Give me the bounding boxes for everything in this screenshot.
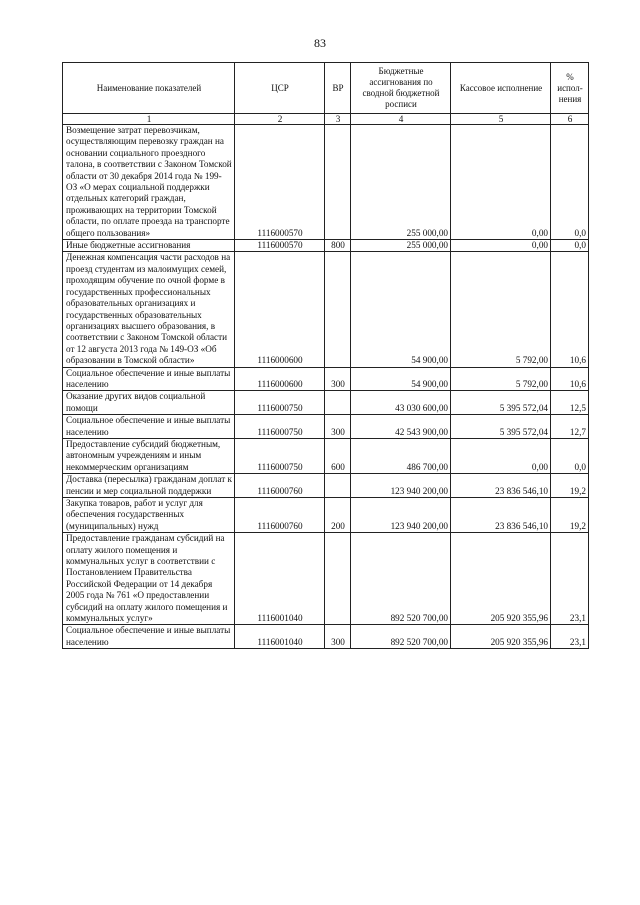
cell-vr: 300 — [325, 625, 351, 649]
table-row — [63, 240, 589, 252]
cell-name: Возмещение затрат перевозчикам, осуществляющим перевозку граждан на основании социального проездного талона, в соответствии с Законом Томской области от 30 декабря 2014 года № 199-ОЗ «О мерах социальной поддержки отдельных категорий граждан, проживающих на территории Томской области, по оплате проезда на транспорте общего пользования» — [63, 125, 235, 240]
cell-percent: 19,2 — [551, 474, 589, 498]
cell-vr — [325, 474, 351, 498]
table-row — [63, 474, 589, 498]
cell-cash: 205 920 355,96 — [451, 533, 551, 625]
table-row — [63, 391, 589, 415]
cell-vr — [325, 125, 351, 240]
cell-budget: 255 000,00 — [351, 125, 451, 240]
table-row — [63, 367, 589, 391]
cell-cash: 0,00 — [451, 438, 551, 473]
column-number: 1 — [63, 114, 235, 125]
cell-name: Предоставление субсидий бюджетным, автономным учреждениям и иным некоммерческим организациям — [63, 438, 235, 473]
cell-percent: 0,0 — [551, 125, 589, 240]
cell-vr: 600 — [325, 438, 351, 473]
cell-csr: 1116000570 — [235, 125, 325, 240]
header-budget: Бюджетные ассигнования по сводной бюджетной росписи — [351, 63, 451, 114]
cell-name: Предоставление гражданам субсидий на оплату жилого помещения и коммунальных услуг в соответствии с Постановлением Правительства Российской Федерации от 14 декабря 2005 года № 761 «О предоставлении субсидий на оплату жилого помещения и коммунальных услуг» — [63, 533, 235, 625]
cell-cash: 23 836 546,10 — [451, 474, 551, 498]
cell-budget: 43 030 600,00 — [351, 391, 451, 415]
column-number: 6 — [551, 114, 589, 125]
cell-vr: 200 — [325, 498, 351, 533]
cell-vr — [325, 252, 351, 367]
column-number: 5 — [451, 114, 551, 125]
cell-csr: 1116000750 — [235, 391, 325, 415]
table-row — [63, 252, 589, 367]
cell-budget: 54 900,00 — [351, 252, 451, 367]
header-name: Наименование показателей — [63, 63, 235, 114]
cell-csr: 1116000570 — [235, 240, 325, 252]
cell-csr: 1116000600 — [235, 367, 325, 391]
budget-execution-table — [62, 62, 589, 649]
cell-csr: 1116000750 — [235, 438, 325, 473]
cell-cash: 0,00 — [451, 240, 551, 252]
cell-cash: 5 792,00 — [451, 367, 551, 391]
table-row — [63, 533, 589, 625]
column-number: 4 — [351, 114, 451, 125]
cell-percent: 12,5 — [551, 391, 589, 415]
cell-csr: 1116001040 — [235, 533, 325, 625]
cell-vr: 800 — [325, 240, 351, 252]
column-number: 3 — [325, 114, 351, 125]
cell-name: Социальное обеспечение и иные выплаты населению — [63, 415, 235, 439]
cell-vr — [325, 391, 351, 415]
cell-cash: 5 395 572,04 — [451, 391, 551, 415]
cell-csr: 1116000600 — [235, 252, 325, 367]
table-row — [63, 125, 589, 240]
header-csr: ЦСР — [235, 63, 325, 114]
cell-budget: 123 940 200,00 — [351, 498, 451, 533]
cell-budget: 892 520 700,00 — [351, 533, 451, 625]
page-number: 83 — [314, 36, 326, 50]
cell-cash: 205 920 355,96 — [451, 625, 551, 649]
cell-percent: 19,2 — [551, 498, 589, 533]
cell-cash: 0,00 — [451, 125, 551, 240]
cell-vr — [325, 533, 351, 625]
table-row — [63, 415, 589, 439]
cell-csr: 1116001040 — [235, 625, 325, 649]
cell-csr: 1116000760 — [235, 474, 325, 498]
cell-percent: 0,0 — [551, 438, 589, 473]
cell-budget: 123 940 200,00 — [351, 474, 451, 498]
cell-budget: 486 700,00 — [351, 438, 451, 473]
cell-name: Доставка (пересылка) гражданам доплат к пенсии и мер социальной поддержки — [63, 474, 235, 498]
cell-cash: 23 836 546,10 — [451, 498, 551, 533]
cell-budget: 42 543 900,00 — [351, 415, 451, 439]
cell-csr: 1116000760 — [235, 498, 325, 533]
cell-cash: 5 395 572,04 — [451, 415, 551, 439]
header-cash: Кассовое исполнение — [451, 63, 551, 114]
cell-name: Иные бюджетные ассигнования — [63, 240, 235, 252]
cell-percent: 10,6 — [551, 252, 589, 367]
header-vr: ВР — [325, 63, 351, 114]
table-row — [63, 438, 589, 473]
cell-name: Денежная компенсация части расходов на проезд студентам из малоимущих семей, проходящим обучение по очной форме в государственных профессиональных образовательных организациях и государственных образовательных организациях высшего образования, в соответствии с Законом Томской области от 12 августа 2013 года № 149-ОЗ «Об образовании в Томской области» — [63, 252, 235, 367]
cell-cash: 5 792,00 — [451, 252, 551, 367]
cell-percent: 23,1 — [551, 625, 589, 649]
cell-vr: 300 — [325, 415, 351, 439]
table-header-row — [63, 63, 589, 114]
cell-csr: 1116000750 — [235, 415, 325, 439]
cell-percent: 0,0 — [551, 240, 589, 252]
cell-budget: 255 000,00 — [351, 240, 451, 252]
cell-budget: 892 520 700,00 — [351, 625, 451, 649]
cell-name: Социальное обеспечение и иные выплаты населению — [63, 367, 235, 391]
cell-name: Социальное обеспечение и иные выплаты населению — [63, 625, 235, 649]
cell-budget: 54 900,00 — [351, 367, 451, 391]
cell-percent: 10,6 — [551, 367, 589, 391]
cell-vr: 300 — [325, 367, 351, 391]
cell-name: Закупка товаров, работ и услуг для обеспечения государственных (муниципальных) нужд — [63, 498, 235, 533]
table-row — [63, 625, 589, 649]
table-row — [63, 498, 589, 533]
column-number-row — [63, 114, 589, 125]
cell-name: Оказание других видов социальной помощи — [63, 391, 235, 415]
column-number: 2 — [235, 114, 325, 125]
cell-percent: 23,1 — [551, 533, 589, 625]
header-percent: % испол-нения — [551, 63, 589, 114]
cell-percent: 12,7 — [551, 415, 589, 439]
